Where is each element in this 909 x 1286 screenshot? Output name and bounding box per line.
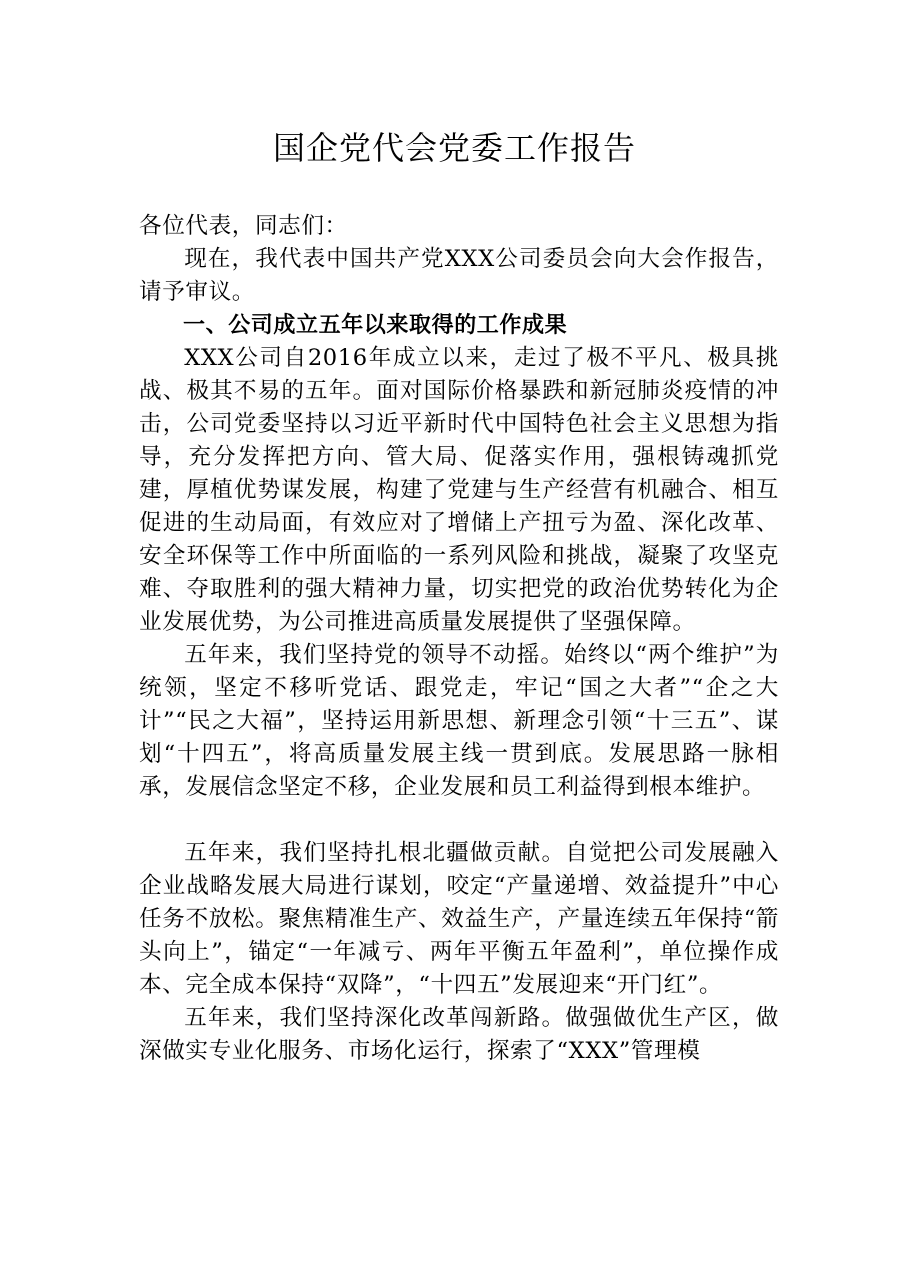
paragraph-reform: 五年来，我们坚持深化改革闯新路。做强做优生产区，做深做实专业化服务、市场化运行，探索了“XXX”管理模 [139, 1005, 779, 1064]
section-heading: 一、公司成立五年以来取得的工作成果 [183, 313, 568, 338]
salutation: 各位代表，同志们： [139, 213, 348, 239]
paragraph-leadership: 五年来，我们坚持党的领导不动摇。始终以“两个维护”为统领，坚定不移听党话、跟党走，牢记“国之大者”“企之大计”“民之大福”，坚持运用新思想、新理念引领“十三五”、谋划“十四五”，将高质量发展主线一贯到底。发展思路一脉相承，发展信念坚定不移，企业发展和员工利益得到根本维护。 [139, 642, 779, 800]
paragraph-intro: 现在，我代表中国共产党XXX公司委员会向大会作报告，请予审议。 [139, 246, 779, 305]
document-body [139, 210, 779, 1068]
paragraph-contribution: 五年来，我们坚持扎根北疆做贡献。自觉把公司发展融入企业战略发展大局进行谋划，咬定“产量递增、效益提升”中心任务不放松。聚焦精准生产、效益生产，产量连续五年保持“箭头向上”，锚定“一年减亏、两年平衡五年盈利”，单位操作成本、完全成本保持“双降”，“十四五”发展迎来“开门红”。 [139, 840, 779, 998]
paragraph-overview: XXX公司自2016年成立以来，走过了极不平凡、极具挑战、极其不易的五年。面对国际价格暴跌和新冠肺炎疫情的冲击，公司党委坚持以习近平新时代中国特色社会主义思想为指导，充分发挥把方向、管大局、促落实作用，强根铸魂抓党建，厚植优势谋发展，构建了党建与生产经营有机融合、相互促进的生动局面，有效应对了增储上产扭亏为盈、深化改革、安全环保等工作中所面临的一系列风险和挑战，凝聚了攻坚克难、夺取胜利的强大精神力量，切实把党的政治优势转化为企业发展优势，为公司推进高质量发展提供了坚强保障。 [139, 345, 779, 635]
paragraph-spacer [139, 804, 779, 837]
document-title: 国企党代会党委工作报告 [272, 129, 636, 167]
